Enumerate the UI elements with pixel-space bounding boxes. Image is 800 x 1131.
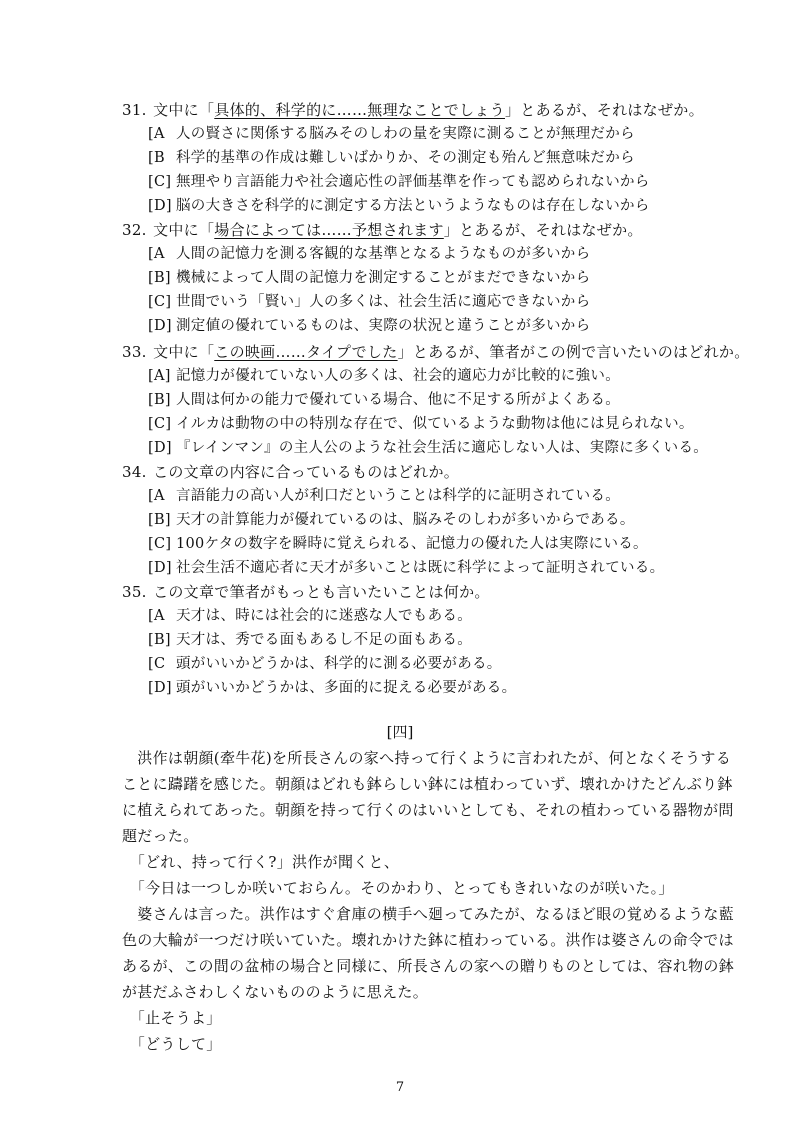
question-number: 33. [122, 343, 147, 361]
question-prefix: この文章で筆者がもっとも言いたいことは何か。 [153, 583, 490, 601]
passage-line-11: 「止そうよ」 [122, 1009, 222, 1027]
option-text: 世間でいう「賢い」人の多くは、社会生活に適応できないから [176, 294, 591, 310]
option-32-c [148, 292, 590, 312]
option-label: [C] [148, 416, 172, 432]
passage-line-2: ことに躊躇を感じた。朝顔はどれも鉢らしい鉢には植わっていず、壊れかけたどんぶり鉢 [122, 775, 733, 793]
question-number: 32. [122, 221, 147, 239]
option-text: 機械によって人間の記憶力を測定することがまだできないから [176, 270, 591, 286]
passage-line-8: 色の大輪が一つだけ咲いていた。壊れかけた鉢に植わっている。洪作は婆さんの命令では [122, 931, 734, 949]
option-33-b [148, 390, 620, 410]
option-33-c [148, 414, 694, 434]
option-31-a [148, 124, 635, 144]
option-text: 人間は何かの能力で優れている場合、他に不足する所がよくある。 [176, 392, 620, 408]
option-text: 天才は、秀でる面もあるし不足の面もある。 [176, 632, 472, 648]
option-text: 人間の記憶力を測る客観的な基準となるようなものが多いから [176, 246, 591, 262]
option-text: 『レインマン』の主人公のような社会生活に適応しない人は、実際に多くいる。 [176, 440, 709, 456]
option-34-a [148, 486, 620, 506]
passage-line-1: 洪作は朝顔(牽牛花)を所長さんの家へ持って行くように言われたが、何となくそうする [122, 749, 732, 767]
passage-line-9: あるが、この間の盆柿の場合と同様に、所長さんの家への贈りものとしては、容れ物の鉢 [122, 957, 735, 975]
question-number: 31. [122, 101, 147, 119]
option-33-a [148, 366, 620, 386]
passage-line-10: が甚だふさわしくないもののように思えた。 [122, 983, 429, 1001]
option-label: [A] [148, 368, 171, 384]
option-32-a [148, 244, 590, 264]
option-label: [A [148, 126, 165, 142]
question-prefix: 文中に「 [153, 343, 215, 361]
passage-line-12: 「どうして」 [122, 1035, 222, 1053]
option-label: [D] [148, 318, 172, 334]
option-label: [A [148, 608, 165, 624]
question-quote: この映画……タイプでした [214, 343, 398, 361]
option-text: 測定値の優れているものは、実際の状況と違うことが多いから [176, 318, 591, 334]
question-33 [122, 342, 750, 362]
option-text: 天才は、時には社会的に迷惑な人でもある。 [176, 608, 472, 624]
option-text: 言語能力の高い人が利口だということは科学的に証明されている。 [176, 488, 620, 504]
page-number: 7 [395, 1080, 405, 1095]
option-31-d [148, 196, 650, 216]
option-33-d [148, 438, 708, 458]
question-35 [122, 582, 490, 602]
question-number: 35. [122, 583, 147, 601]
option-label: [C [148, 656, 166, 672]
option-34-b [148, 510, 635, 530]
passage-line-5: 「どれ、持って行く?」洪作が聞くと、 [122, 853, 400, 871]
option-text: 天才の計算能力が優れているのは、脳みそのしわが多いからである。 [176, 512, 635, 528]
option-label: [D] [148, 680, 172, 696]
question-number: 34. [122, 463, 147, 481]
question-31 [122, 100, 704, 120]
option-32-b [148, 268, 590, 288]
option-32-d [148, 316, 590, 336]
option-34-c [148, 534, 648, 554]
option-35-a [148, 606, 472, 626]
section-title: [四] [386, 723, 414, 741]
option-text: 100ケタの数字を瞬時に覚えられる、記憶力の優れた人は実際にいる。 [176, 536, 648, 552]
question-quote: 場合によっては……予想されます [214, 221, 444, 239]
passage-line-4: 題だった。 [122, 827, 199, 845]
option-text: 社会生活不適応者に天才が多いことは既に科学によって証明されている。 [176, 560, 665, 576]
option-text: イルカは動物の中の特別な存在で、似ているような動物は他には見られない。 [176, 416, 694, 432]
question-quote: 具体的、科学的に……無理なことでしょう [214, 101, 505, 119]
option-31-b [148, 148, 635, 168]
question-32 [122, 220, 643, 240]
option-35-d [148, 678, 516, 698]
option-label: [D] [148, 440, 172, 456]
option-text: 科学的基準の作成は難しいばかりか、その測定も殆んど無意味だから [176, 150, 635, 166]
option-text: 脳の大きさを科学的に測定する方法というようなものは存在しないから [176, 198, 650, 214]
option-label: [C] [148, 174, 172, 190]
passage-line-3: に植えられてあった。朝顔を持って行くのはいいとしても、それの植わっている器物が問 [122, 801, 734, 819]
question-suffix: 」とあるが、筆者がこの例で言いたいのはどれか。 [397, 343, 750, 361]
option-label: [A [148, 246, 165, 262]
question-prefix: この文章の内容に合っているものはどれか。 [153, 463, 460, 481]
option-label: [B] [148, 632, 171, 648]
option-31-c [148, 172, 650, 192]
question-prefix: 文中に「 [153, 221, 215, 239]
question-suffix: 」とあるが、それはなぜか。 [443, 221, 643, 239]
option-label: [C] [148, 294, 172, 310]
passage-line-6: 「今日は一つしか咲いておらん。そのかわり、とってもきれいなのが咲いた。」 [122, 879, 674, 897]
passage-line-7: 婆さんは言った。洪作はすぐ倉庫の横手へ廻ってみたが、なるほど眼の覚めるような藍 [122, 905, 735, 923]
question-suffix: 」とあるが、それはなぜか。 [504, 101, 704, 119]
option-label: [D] [148, 198, 172, 214]
question-34 [122, 462, 459, 482]
option-text: 無理やり言語能力や社会適応性の評価基準を作っても認められないから [176, 174, 650, 190]
option-35-b [148, 630, 472, 650]
option-text: 頭がいいかどうかは、多面的に捉える必要がある。 [176, 680, 517, 696]
option-label: [B] [148, 392, 171, 408]
option-text: 人の賢さに関係する脳みそのしわの量を実際に測ることが無理だから [176, 126, 635, 142]
option-label: [D] [148, 560, 172, 576]
option-label: [B [148, 150, 165, 166]
option-label: [B] [148, 270, 171, 286]
option-label: [B] [148, 512, 171, 528]
question-prefix: 文中に「 [153, 101, 215, 119]
option-35-c [148, 654, 502, 674]
option-label: [A [148, 488, 165, 504]
option-text: 記憶力が優れていない人の多くは、社会的適応力が比較的に強い。 [176, 368, 620, 384]
option-label: [C] [148, 536, 172, 552]
option-text: 頭がいいかどうかは、科学的に測る必要がある。 [176, 656, 502, 672]
option-34-d [148, 558, 664, 578]
